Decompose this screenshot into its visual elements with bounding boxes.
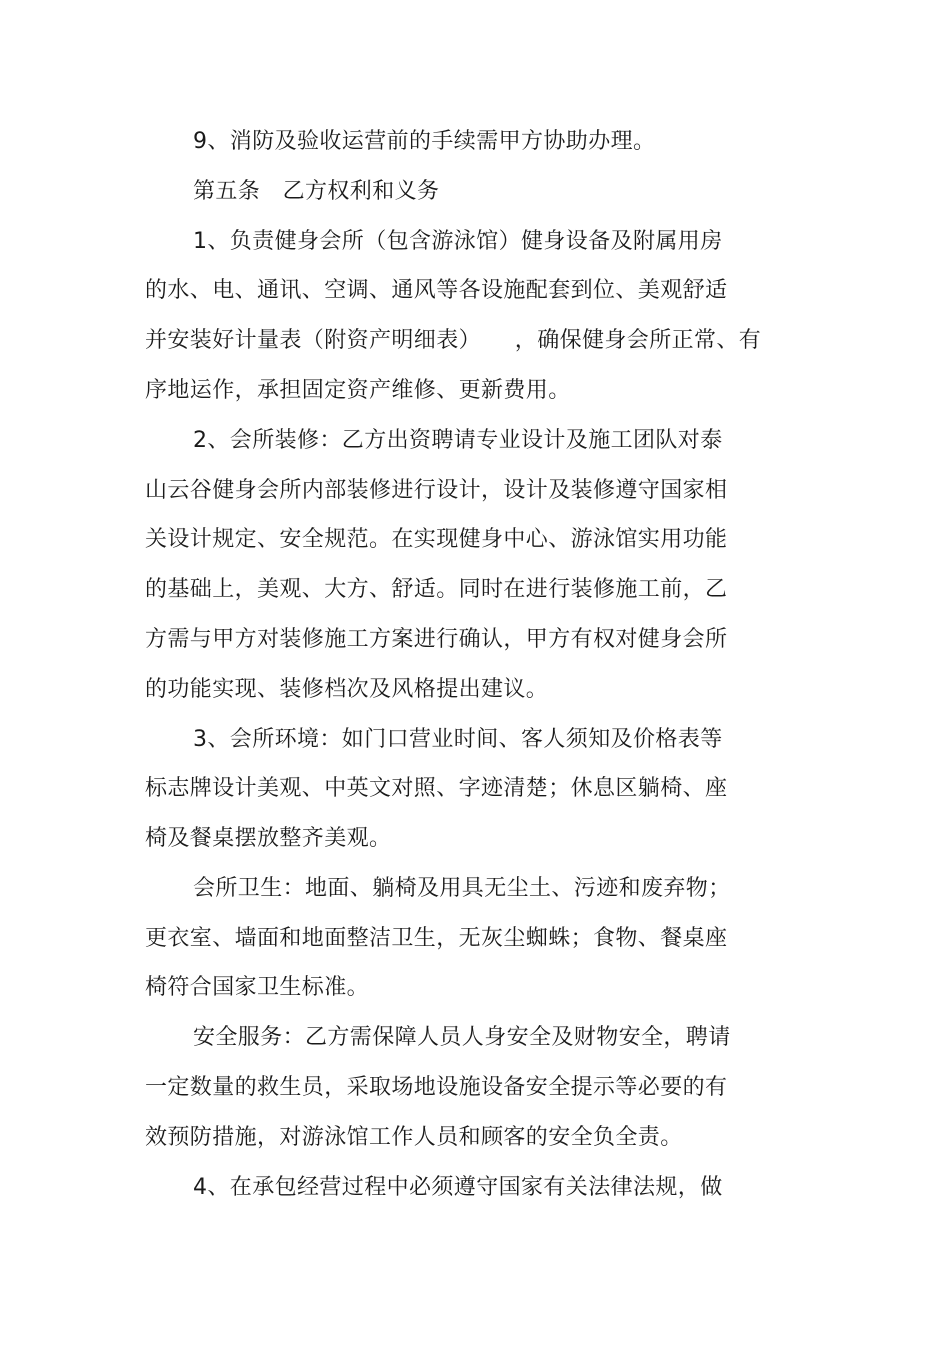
- text-line-6: 序地运作，承担固定资产维修、更新费用。: [145, 378, 571, 403]
- text-line-1: 9、消防及验收运营前的手续需甲方协助办理。: [193, 129, 656, 154]
- text-line-21: 效预防措施，对游泳馆工作人员和顾客的安全负全责。: [145, 1125, 683, 1150]
- text-line-7: 2、会所装修：乙方出资聘请专业设计及施工团队对泰: [193, 428, 723, 453]
- text-line-10: 的基础上，美观、大方、舒适。同时在进行装修施工前，乙: [145, 577, 728, 602]
- text-line-20: 一定数量的救生员，采取场地设施设备安全提示等必要的有: [145, 1075, 728, 1100]
- text-line-8: 山云谷健身会所内部装修进行设计，设计及装修遵守国家相: [145, 478, 728, 503]
- text-line-15: 椅及餐桌摆放整齐美观。: [145, 826, 392, 851]
- text-line-17: 更衣室、墙面和地面整洁卫生，无灰尘蜘蛛；食物、餐桌座: [145, 926, 728, 951]
- text-line-4: 的水、电、通讯、空调、通风等各设施配套到位、美观舒适: [145, 278, 728, 303]
- text-line-19: 安全服务：乙方需保障人员人身安全及财物安全，聘请: [193, 1025, 731, 1050]
- text-line-12: 的功能实现、装修档次及风格提出建议。: [145, 677, 549, 702]
- text-line-13: 3、会所环境：如门口营业时间、客人须知及价格表等: [193, 727, 723, 752]
- text-line-5: 并安装好计量表（附资产明细表） ，确保健身会所正常、有: [145, 328, 762, 353]
- text-line-16: 会所卫生：地面、躺椅及用具无尘土、污迹和废弃物；: [193, 876, 731, 901]
- text-line-18: 椅符合国家卫生标准。: [145, 975, 370, 1000]
- section-heading: 第五条 乙方权利和义务: [193, 179, 440, 204]
- text-line-22: 4、在承包经营过程中必须遵守国家有关法律法规，做: [193, 1175, 723, 1200]
- text-line-11: 方需与甲方对装修施工方案进行确认，甲方有权对健身会所: [145, 627, 728, 652]
- text-line-3: 1、负责健身会所（包含游泳馆）健身设备及附属用房: [193, 229, 723, 254]
- text-line-14: 标志牌设计美观、中英文对照、字迹清楚；休息区躺椅、座: [145, 776, 728, 801]
- text-line-9: 关设计规定、安全规范。在实现健身中心、游泳馆实用功能: [145, 527, 728, 552]
